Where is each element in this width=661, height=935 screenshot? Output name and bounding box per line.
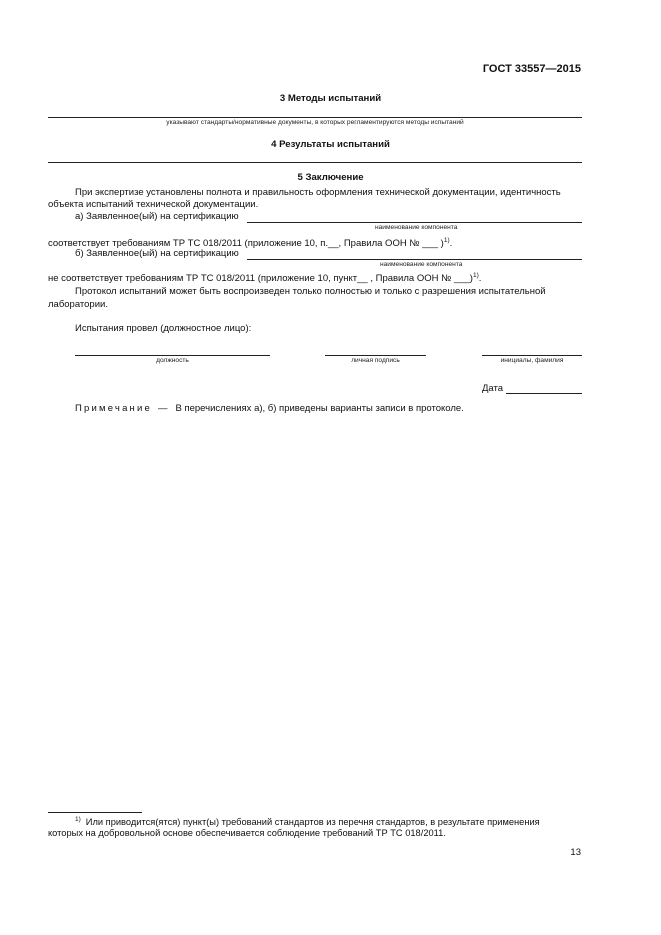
item-a-fill-line — [247, 222, 582, 223]
note-dash: — — [158, 403, 168, 414]
footnote-line-1: $^{1)}$ Или приводится(ятся) пункт(ы) требований стандартов из перечня стандартов, в результате применения — [75, 816, 540, 828]
page-number: 13 — [570, 847, 581, 858]
date-line — [506, 393, 582, 394]
section-3-heading: 3 Методы испытаний — [279, 93, 382, 104]
methods-fill-line — [48, 117, 582, 118]
section-4-heading: 4 Результаты испытаний — [271, 139, 390, 150]
signature-line — [325, 355, 426, 356]
item-a-caption: наименование компонента — [375, 224, 458, 231]
intro-line-1: При экспертизе установлены полнота и правильность оформления технической документации, идентичность — [75, 187, 561, 198]
footnote-ref-a: 1) — [443, 237, 450, 244]
position-line — [75, 355, 270, 356]
date-label: Дата — [482, 383, 504, 394]
section-5-heading: 5 Заключение — [297, 172, 364, 183]
position-caption: должность — [156, 357, 189, 364]
item-b-fill-line — [247, 259, 582, 260]
item-a-label: а) Заявленное(ый) на сертификацию — [75, 211, 239, 222]
intro-line-2: объекта испытаний технической документации. — [48, 199, 259, 210]
name-caption: инициалы, фамилия — [500, 357, 564, 364]
protocol-line-1: Протокол испытаний может быть воспроизведен только полностью и только с разрешения испытательной — [75, 286, 546, 297]
note — [75, 403, 464, 414]
item-b-compliance: не соответствует требованиям ТР ТС 018/2011 (приложение 10, пункт__ , Правила ООН № ___)$^{1)}$. — [48, 272, 482, 285]
item-b-caption: наименование компонента — [380, 261, 463, 268]
footnote-ref-b: 1) — [472, 272, 479, 279]
results-fill-line — [48, 162, 582, 163]
note-text: В перечислениях а), б) приведены варианты записи в протоколе. — [175, 403, 464, 414]
footnote-separator — [48, 812, 142, 813]
footnote-marker: 1) — [75, 816, 81, 823]
item-b-label: б) Заявленное(ый) на сертификацию — [75, 248, 239, 259]
footnote-line-2: которых на добровольной основе обеспечивается соблюдение требований ТР ТС 018/2011. — [48, 828, 446, 838]
protocol-line-2: лаборатории. — [48, 299, 108, 310]
tested-by-label: Испытания провел (должностное лицо): — [75, 323, 252, 334]
methods-caption: указывают стандарты/нормативные документы, в которых регламентируются методы испытаний — [166, 119, 464, 126]
name-line — [482, 355, 582, 356]
signature-caption: личная подпись — [351, 357, 400, 364]
item-a-compliance: соответствует требованиям ТР ТС 018/2011 (приложение 10, п.__, Правила ООН № ___ )$^{1)}$. — [48, 237, 453, 250]
note-label: Примечание — [75, 403, 152, 414]
document-code: ГОСТ 33557—2015 — [482, 63, 581, 75]
